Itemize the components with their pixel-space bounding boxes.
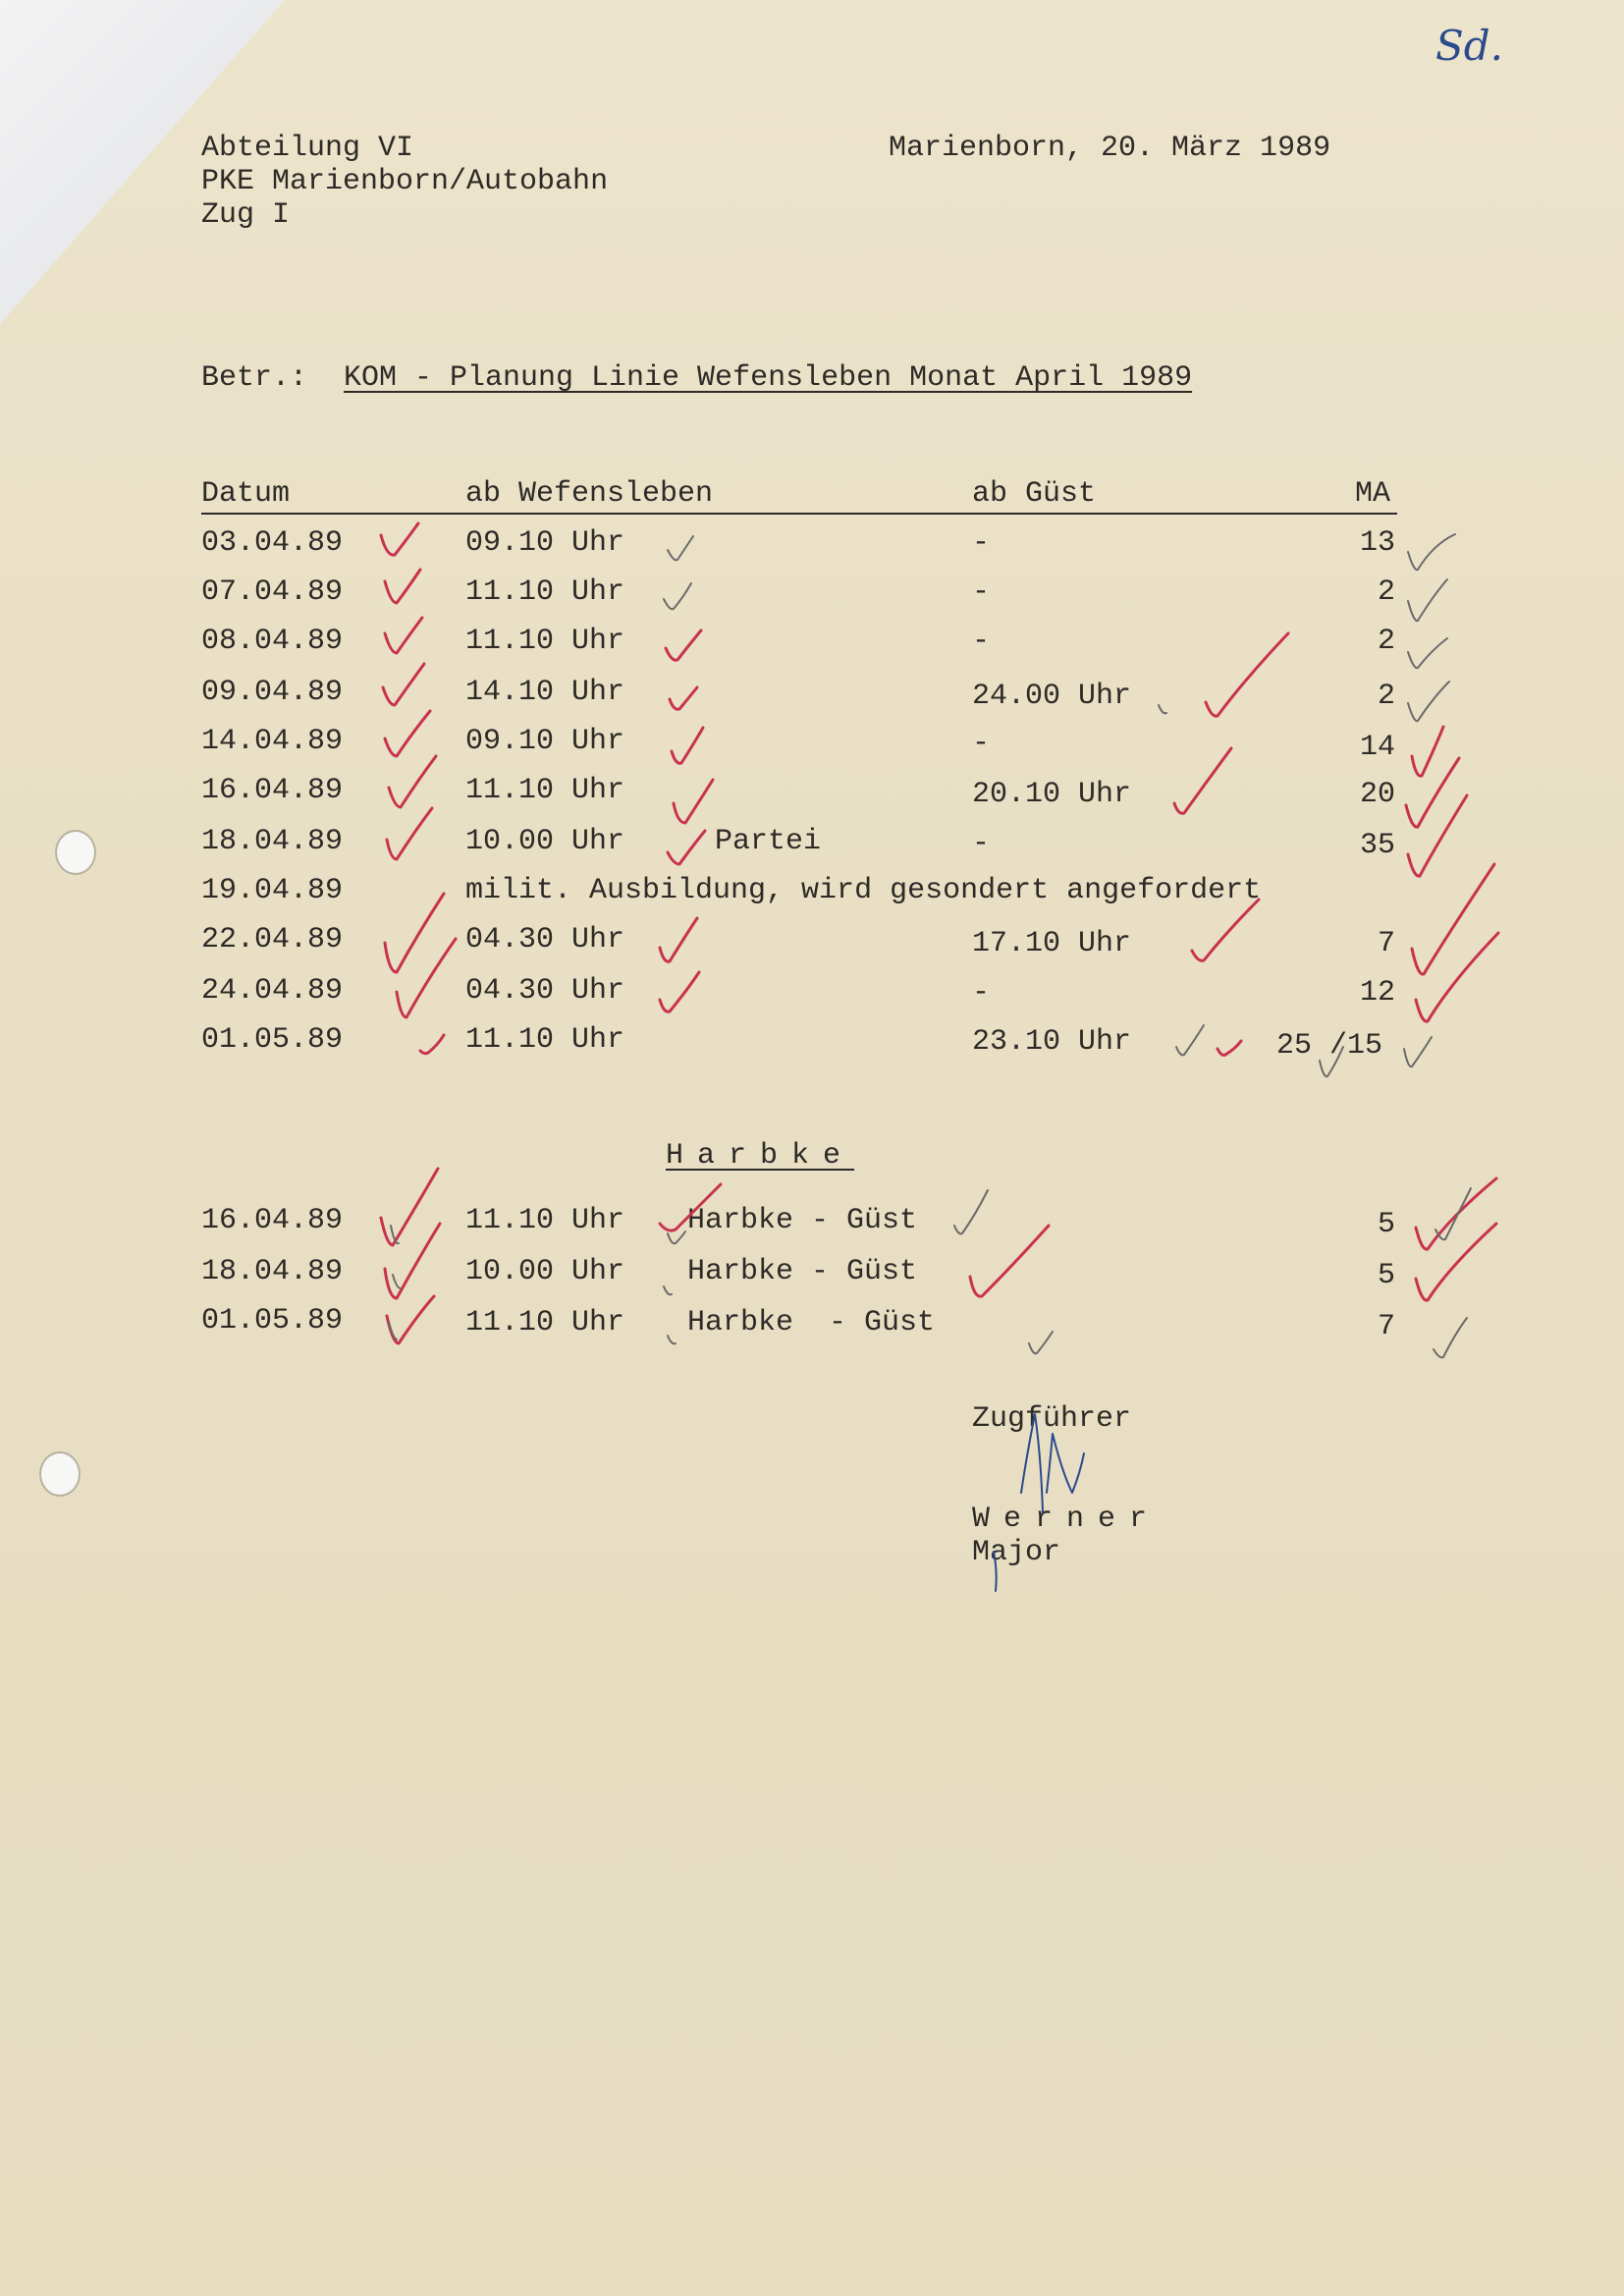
- row-ma: 14: [1360, 731, 1396, 764]
- row-guest: 24.00 Uhr: [972, 680, 1132, 713]
- row-ma: 13: [1360, 526, 1396, 560]
- row-guest: -: [972, 727, 991, 760]
- row-wefensleben: 11.10 Uhr: [465, 625, 625, 658]
- harbke-heading: Harbke: [666, 1139, 855, 1173]
- signature-icon: [994, 1414, 1084, 1591]
- row-wefensleben: 04.30 Uhr: [465, 974, 625, 1008]
- row-guest: 17.10 Uhr: [972, 927, 1132, 960]
- row-wefensleben: 11.10 Uhr: [465, 575, 625, 609]
- row-date: 09.04.89: [201, 676, 344, 709]
- signature-role: Zugführer: [972, 1402, 1132, 1436]
- col-header-ma: MA: [1355, 477, 1391, 511]
- col-header-ab-guest: ab Güst: [972, 477, 1097, 511]
- row-guest: -: [972, 575, 991, 609]
- row-date: 08.04.89: [201, 625, 344, 658]
- row-date: 16.04.89: [201, 1204, 344, 1237]
- row-date: 14.04.89: [201, 725, 344, 758]
- col-header-ab-wefensleben: ab Wefensleben: [465, 477, 714, 511]
- row-ma: 12: [1360, 976, 1396, 1010]
- row-wefensleben: 09.10 Uhr: [465, 725, 625, 758]
- row-date: 03.04.89: [201, 526, 344, 560]
- row-guest: -: [972, 976, 991, 1010]
- red-check-icon: [381, 523, 1498, 1343]
- row-guest: -: [972, 625, 991, 658]
- row-date: 16.04.89: [201, 774, 344, 807]
- row-ma: 7: [1378, 1310, 1396, 1343]
- row-date: 07.04.89: [201, 575, 344, 609]
- row-route: Harbke - Güst: [687, 1306, 936, 1339]
- row-date: 19.04.89: [201, 874, 344, 907]
- row-wefensleben: 04.30 Uhr: [465, 923, 625, 957]
- row-date: 22.04.89: [201, 923, 344, 957]
- subject-prefix: Betr.:: [201, 361, 308, 395]
- signature-name: Werner: [972, 1503, 1162, 1536]
- row-date: 01.05.89: [201, 1023, 344, 1057]
- row-ma: 5: [1378, 1208, 1396, 1241]
- row-time: 10.00 Uhr: [465, 1255, 625, 1288]
- row-ma: 35: [1360, 829, 1396, 862]
- row-ma: 2: [1378, 625, 1396, 658]
- handwritten-initials: Sd.: [1435, 22, 1504, 70]
- row-date: 01.05.89: [201, 1304, 344, 1338]
- row-ma: 25 /15: [1276, 1029, 1383, 1063]
- row-guest: 23.10 Uhr: [972, 1025, 1132, 1059]
- row-ma: 2: [1378, 575, 1396, 609]
- row-guest: -: [972, 526, 991, 560]
- row-wefensleben: 14.10 Uhr: [465, 676, 625, 709]
- row-wefensleben: 11.10 Uhr: [465, 1023, 625, 1057]
- row-guest: -: [972, 827, 991, 860]
- row-note-partei: Partei: [715, 825, 822, 858]
- place-date: Marienborn, 20. März 1989: [889, 132, 1331, 165]
- row-guest: 20.10 Uhr: [972, 778, 1132, 811]
- row-ma: 20: [1360, 778, 1396, 811]
- row-note-ausbildung: milit. Ausbildung, wird gesondert angefordert: [465, 874, 1262, 907]
- subject-title: KOM - Planung Linie Wefensleben Monat April 1989: [344, 361, 1193, 395]
- col-header-datum: Datum: [201, 477, 291, 511]
- row-wefensleben: 10.00 Uhr: [465, 825, 625, 858]
- row-date: 18.04.89: [201, 825, 344, 858]
- row-time: 11.10 Uhr: [465, 1306, 625, 1339]
- row-date: 18.04.89: [201, 1255, 344, 1288]
- row-ma: 5: [1378, 1259, 1396, 1292]
- pencil-check-icon: [389, 534, 1471, 1357]
- signature-rank: Major: [972, 1536, 1061, 1569]
- row-route: Harbke - Güst: [687, 1204, 918, 1237]
- row-wefensleben: 09.10 Uhr: [465, 526, 625, 560]
- department-line: Abteilung VI: [201, 132, 414, 165]
- row-wefensleben: 11.10 Uhr: [465, 774, 625, 807]
- row-date: 24.04.89: [201, 974, 344, 1008]
- row-route: Harbke - Güst: [687, 1255, 918, 1288]
- zug-line: Zug I: [201, 198, 291, 232]
- unit-line: PKE Marienborn/Autobahn: [201, 165, 609, 198]
- row-time: 11.10 Uhr: [465, 1204, 625, 1237]
- row-ma: 7: [1378, 927, 1396, 960]
- row-ma: 2: [1378, 680, 1396, 713]
